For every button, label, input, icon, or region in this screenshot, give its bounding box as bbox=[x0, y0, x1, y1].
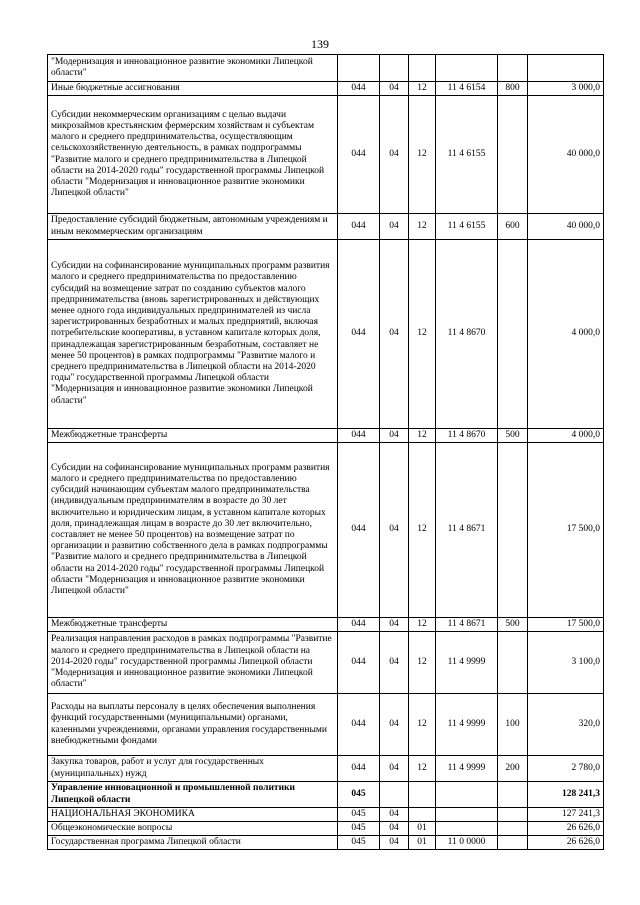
cell-section-code: 04 bbox=[380, 822, 409, 836]
table-row bbox=[48, 443, 604, 618]
cell-name: Общеэкономические вопросы bbox=[48, 822, 338, 836]
cell-amount: 3 000,0 bbox=[528, 82, 604, 96]
cell-expense-type bbox=[498, 240, 528, 429]
cell-target-article: 11 4 6154 bbox=[436, 82, 498, 96]
cell-name: Управление инновационной и промышленной политики Липецкой области bbox=[48, 782, 338, 808]
cell-name: Межбюджетные трансферты bbox=[48, 429, 338, 443]
cell-expense-type bbox=[498, 836, 528, 850]
cell-target-article bbox=[436, 782, 498, 808]
cell-section-code bbox=[380, 782, 409, 808]
table-row bbox=[48, 55, 604, 82]
cell-section-code: 04 bbox=[380, 808, 409, 822]
cell-section-code: 04 bbox=[380, 756, 409, 782]
cell-ministry-code bbox=[338, 55, 380, 82]
cell-expense-type bbox=[498, 822, 528, 836]
cell-ministry-code: 044 bbox=[338, 214, 380, 240]
cell-amount: 127 241,3 bbox=[528, 808, 604, 822]
cell-expense-type: 800 bbox=[498, 82, 528, 96]
cell-section-code: 04 bbox=[380, 82, 409, 96]
cell-expense-type bbox=[498, 632, 528, 694]
cell-target-article: 11 0 0000 bbox=[436, 836, 498, 850]
cell-section-code: 04 bbox=[380, 836, 409, 850]
cell-name: НАЦИОНАЛЬНАЯ ЭКОНОМИКА bbox=[48, 808, 338, 822]
cell-target-article: 11 4 6155 bbox=[436, 214, 498, 240]
cell-target-article: 11 4 6155 bbox=[436, 96, 498, 214]
cell-ministry-code: 044 bbox=[338, 96, 380, 214]
budget-table bbox=[47, 54, 604, 850]
cell-name: "Модернизация и инновационное развитие экономики Липецкой области" bbox=[48, 55, 338, 82]
table-row bbox=[48, 96, 604, 214]
cell-target-article bbox=[436, 822, 498, 836]
cell-section-code: 04 bbox=[380, 240, 409, 429]
cell-target-article: 11 4 9999 bbox=[436, 694, 498, 756]
cell-name: Межбюджетные трансферты bbox=[48, 618, 338, 632]
cell-amount: 26 626,0 bbox=[528, 822, 604, 836]
cell-amount: 40 000,0 bbox=[528, 96, 604, 214]
table-row bbox=[48, 632, 604, 694]
cell-expense-type: 100 bbox=[498, 694, 528, 756]
cell-ministry-code: 045 bbox=[338, 808, 380, 822]
cell-ministry-code: 045 bbox=[338, 822, 380, 836]
cell-section-code: 04 bbox=[380, 694, 409, 756]
cell-amount bbox=[528, 55, 604, 82]
table-row bbox=[48, 836, 604, 850]
cell-target-article: 11 4 8671 bbox=[436, 443, 498, 618]
table-row bbox=[48, 214, 604, 240]
cell-section-code bbox=[380, 55, 409, 82]
cell-ministry-code: 044 bbox=[338, 632, 380, 694]
cell-subsection-code bbox=[409, 808, 436, 822]
cell-ministry-code: 044 bbox=[338, 443, 380, 618]
cell-section-code: 04 bbox=[380, 214, 409, 240]
cell-name: Реализация направления расходов в рамках подпрограммы "Развитие малого и среднего предпринимательства в Липецкой области на 2014-2020 годы" государственной программы Липецкой области "Модернизация и инновационное развитие экономики Липецкой области" bbox=[48, 632, 338, 694]
cell-section-code: 04 bbox=[380, 618, 409, 632]
cell-expense-type bbox=[498, 808, 528, 822]
cell-target-article: 11 4 8671 bbox=[436, 618, 498, 632]
cell-target-article: 11 4 8670 bbox=[436, 429, 498, 443]
cell-subsection-code: 12 bbox=[409, 82, 436, 96]
table-row bbox=[48, 618, 604, 632]
cell-ministry-code: 044 bbox=[338, 82, 380, 96]
cell-subsection-code: 12 bbox=[409, 214, 436, 240]
cell-section-code: 04 bbox=[380, 96, 409, 214]
cell-amount: 4 000,0 bbox=[528, 240, 604, 429]
cell-target-article bbox=[436, 808, 498, 822]
cell-ministry-code: 044 bbox=[338, 756, 380, 782]
table-row bbox=[48, 756, 604, 782]
page-number: 139 bbox=[311, 37, 329, 51]
cell-section-code: 04 bbox=[380, 632, 409, 694]
cell-subsection-code: 01 bbox=[409, 836, 436, 850]
cell-name: Иные бюджетные ассигнования bbox=[48, 82, 338, 96]
cell-ministry-code: 044 bbox=[338, 694, 380, 756]
cell-amount: 17 500,0 bbox=[528, 618, 604, 632]
cell-subsection-code bbox=[409, 55, 436, 82]
cell-expense-type: 200 bbox=[498, 756, 528, 782]
cell-ministry-code: 044 bbox=[338, 240, 380, 429]
cell-subsection-code: 12 bbox=[409, 618, 436, 632]
cell-target-article: 11 4 9999 bbox=[436, 632, 498, 694]
cell-amount: 3 100,0 bbox=[528, 632, 604, 694]
cell-expense-type: 600 bbox=[498, 214, 528, 240]
table-row bbox=[48, 782, 604, 808]
table-row bbox=[48, 82, 604, 96]
cell-name: Предоставление субсидий бюджетным, автономным учреждениям и иным некоммерческим организациям bbox=[48, 214, 338, 240]
cell-amount: 2 780,0 bbox=[528, 756, 604, 782]
cell-name: Субсидии на софинансирование муниципальных программ развития малого и среднего предпринимательства по предоставлению субсидий на возмещение затрат по созданию субъектов малого предпринимательства (вновь зарегистрированных и действующих менее одного года индивидуальных предпринимателей из числа зарегистрированных безработных и малых предприятий, включая потребительские кооперативы, в уставном капитале которых доля, принадлежащая зарегистрированным безработным, составляет не менее 50 процентов) в рамках подпрограммы "Развитие малого и среднего предпринимательства в Липецкой области на 2014-2020 годы" государственной программы Липецкой области "Модернизация и инновационное развитие экономики Липецкой области" bbox=[48, 240, 338, 429]
cell-name: Государственная программа Липецкой области bbox=[48, 836, 338, 850]
table-row bbox=[48, 808, 604, 822]
cell-target-article: 11 4 8670 bbox=[436, 240, 498, 429]
cell-amount: 128 241,3 bbox=[528, 782, 604, 808]
cell-amount: 17 500,0 bbox=[528, 443, 604, 618]
cell-subsection-code: 12 bbox=[409, 443, 436, 618]
cell-name: Субсидии некоммерческим организациям с целью выдачи микрозаймов крестьянским фермерским хозяйствам и субъектам малого и среднего предпринимательства, осуществляющим сельскохозяйственную деятельность, в рамках подпрограммы "Развитие малого и среднего предпринимательства в Липецкой области на 2014-2020 годы" государственной программы Липецкой области "Модернизация и инновационное развитие экономики Липецкой области" bbox=[48, 96, 338, 214]
table-row bbox=[48, 694, 604, 756]
cell-target-article: 11 4 9999 bbox=[436, 756, 498, 782]
cell-ministry-code: 044 bbox=[338, 618, 380, 632]
cell-subsection-code: 12 bbox=[409, 756, 436, 782]
cell-ministry-code: 044 bbox=[338, 429, 380, 443]
table-row bbox=[48, 240, 604, 429]
cell-expense-type: 500 bbox=[498, 429, 528, 443]
cell-subsection-code: 12 bbox=[409, 632, 436, 694]
table-row bbox=[48, 429, 604, 443]
cell-amount: 320,0 bbox=[528, 694, 604, 756]
cell-name: Закупка товаров, работ и услуг для государственных (муниципальных) нужд bbox=[48, 756, 338, 782]
cell-amount: 40 000,0 bbox=[528, 214, 604, 240]
cell-section-code: 04 bbox=[380, 429, 409, 443]
cell-subsection-code: 01 bbox=[409, 822, 436, 836]
cell-target-article bbox=[436, 55, 498, 82]
cell-subsection-code bbox=[409, 782, 436, 808]
cell-subsection-code: 12 bbox=[409, 96, 436, 214]
cell-amount: 4 000,0 bbox=[528, 429, 604, 443]
cell-ministry-code: 045 bbox=[338, 782, 380, 808]
cell-ministry-code: 045 bbox=[338, 836, 380, 850]
cell-subsection-code: 12 bbox=[409, 429, 436, 443]
cell-name: Расходы на выплаты персоналу в целях обеспечения выполнения функций государственными (муниципальными) органами, казенными учреждениями, органами управления государственными внебюджетными фондами bbox=[48, 694, 338, 756]
cell-expense-type bbox=[498, 55, 528, 82]
table-row bbox=[48, 822, 604, 836]
cell-subsection-code: 12 bbox=[409, 694, 436, 756]
cell-expense-type bbox=[498, 782, 528, 808]
cell-name: Субсидии на софинансирование муниципальных программ развития малого и среднего предпринимательства по предоставлению субсидий начинающим субъектам малого предпринимательства (индивидуальным предпринимателям в возрасте до 30 лет включительно и юридическим лицам, в уставном капитале которых доля, принадлежащая лицам в возрасте до 30 лет включительно, составляет не менее 50 процентов) на возмещение затрат по организации и развитию собственного дела в рамках подпрограммы "Развитие малого и среднего предпринимательства в Липецкой области на 2014-2020 годы" государственной программы Липецкой области "Модернизация и инновационное развитие экономики Липецкой области" bbox=[48, 443, 338, 618]
cell-section-code: 04 bbox=[380, 443, 409, 618]
cell-amount: 26 626,0 bbox=[528, 836, 604, 850]
cell-subsection-code: 12 bbox=[409, 240, 436, 429]
cell-expense-type bbox=[498, 443, 528, 618]
cell-expense-type: 500 bbox=[498, 618, 528, 632]
cell-expense-type bbox=[498, 96, 528, 214]
